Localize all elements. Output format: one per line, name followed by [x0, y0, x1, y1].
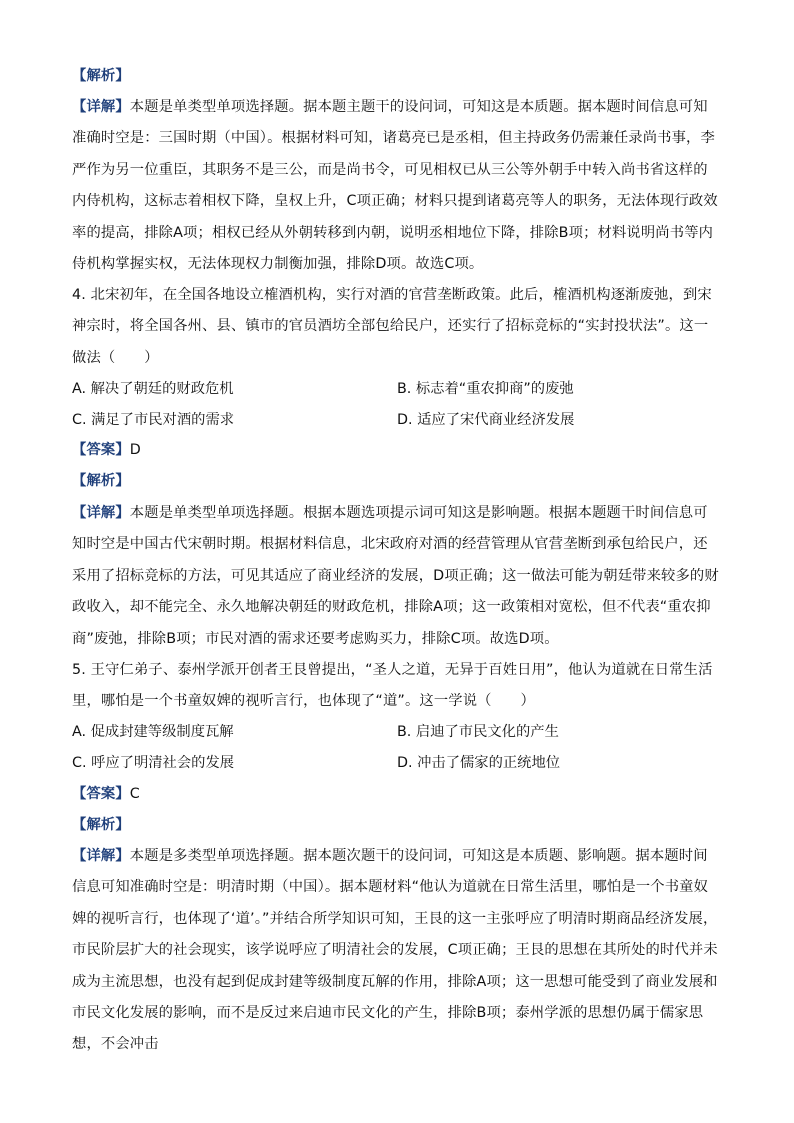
q4-option-d: D. 适应了宋代商业经济发展	[397, 412, 575, 428]
q5-option-d: D. 冲击了儒家的正统地位	[397, 755, 561, 771]
analysis-heading-q5	[72, 810, 722, 841]
analysis-label: 【解析】	[72, 817, 130, 833]
answer-q4	[72, 435, 722, 466]
explanation-text: 本题是单类型单项选择题。根据本题选项提示词可知这是影响题。根据本题题干时间信息可知时空是中国古代宋朝时期。根据材料信息，北宋政府对酒的经营管理从官营垄断到承包给民户，还采用了招标竞标的方法，可见其适应了商业经济的发展，D项正确；这一做法可能为朝廷带来较多的财政收入，却不能完全、永久地解决朝廷的财政危机，排除A项；这一政策相对宽松，但不代表“重农抑商”废弛，排除B项；市民对酒的需求还要考虑购买力，排除C项。故选D项。	[72, 505, 719, 647]
q4-option-b: B. 标志着“重农抑商”的废弛	[397, 381, 574, 397]
analysis-label: 【解析】	[72, 68, 130, 84]
answer-value: C	[129, 786, 140, 802]
answer-tag: 【答案】	[72, 786, 130, 802]
q5-option-a: A. 促成封建等级制度瓦解	[72, 724, 234, 740]
explanation-q5	[72, 841, 722, 1061]
analysis-label: 【解析】	[72, 473, 130, 489]
explanation-tag: 【详解】	[72, 505, 130, 521]
analysis-heading-q4	[72, 466, 722, 497]
q4-option-a: A. 解决了朝廷的财政危机	[72, 381, 234, 397]
question-5-stem: 5. 王守仁弟子、泰州学派开创者王艮曾提出，“圣人之道，无异于百姓日用”，他认为道就在日常生活里，哪怕是一个书童奴婢的视听言行，也体现了“道”。这一学说（ ）	[72, 662, 713, 710]
explanation-tag: 【详解】	[72, 848, 130, 864]
answer-tag: 【答案】	[72, 442, 130, 458]
answer-value: D	[129, 442, 141, 458]
explanation-q4	[72, 498, 722, 655]
q5-option-c: C. 呼应了明清社会的发展	[72, 755, 235, 771]
explanation-q3	[72, 92, 722, 280]
answer-q5	[72, 779, 722, 810]
q5-option-b: B. 启迪了市民文化的产生	[397, 724, 559, 740]
explanation-tag: 【详解】	[72, 99, 130, 115]
q4-option-c: C. 满足了市民对酒的需求	[72, 412, 235, 428]
explanation-text: 本题是多类型单项选择题。据本题次题干的设问词，可知这是本质题、影响题。据本题时间信息可知准确时空是：明清时期（中国）。据本题材料“他认为道就在日常生活里，哪怕是一个书童奴婢的视听言行，也体现了‘道’。”并结合所学知识可知，王艮的这一主张呼应了明清时期商品经济发展，市民阶层扩大的社会现实，该学说呼应了明清社会的发展，C项正确；王艮的思想在其所处的时代并未成为主流思想，也没有起到促成封建等级制度瓦解的作用，排除A项；这一思想可能受到了商业发展和市民文化发展的影响，而不是反过来启迪市民文化的产生，排除B项；泰州学派的思想仍属于儒家思想，不会冲击	[72, 848, 718, 1053]
analysis-heading-q3	[72, 61, 722, 92]
explanation-text: 本题是单类型单项选择题。据本题主题干的设问词，可知这是本质题。据本题时间信息可知准确时空是：三国时期（中国）。根据材料可知，诸葛亮已是丞相，但主持政务仍需兼任录尚书事，李严作为另一位重臣，其职务不是三公，而是尚书令，可见相权已从三公等外朝手中转入尚书省这样的内侍机构，这标志着相权下降，皇权上升，C项正确；材料只提到诸葛亮等人的职务，无法体现行政效率的提高，排除A项；相权已经从外朝转移到内朝，说明丞相地位下降，排除B项；材料说明尚书等内侍机构掌握实权，无法体现权力制衡加强，排除D项。故选C项。	[72, 99, 718, 273]
question-4-stem: 4. 北宋初年，在全国各地设立榷酒机构，实行对酒的官营垄断政策。此后，榷酒机构逐渐废弛，到宋神宗时，将全国各州、县、镇市的官员酒坊全部包给民户，还实行了招标竞标的“实封投状法”。这一做法（ ）	[72, 287, 712, 366]
